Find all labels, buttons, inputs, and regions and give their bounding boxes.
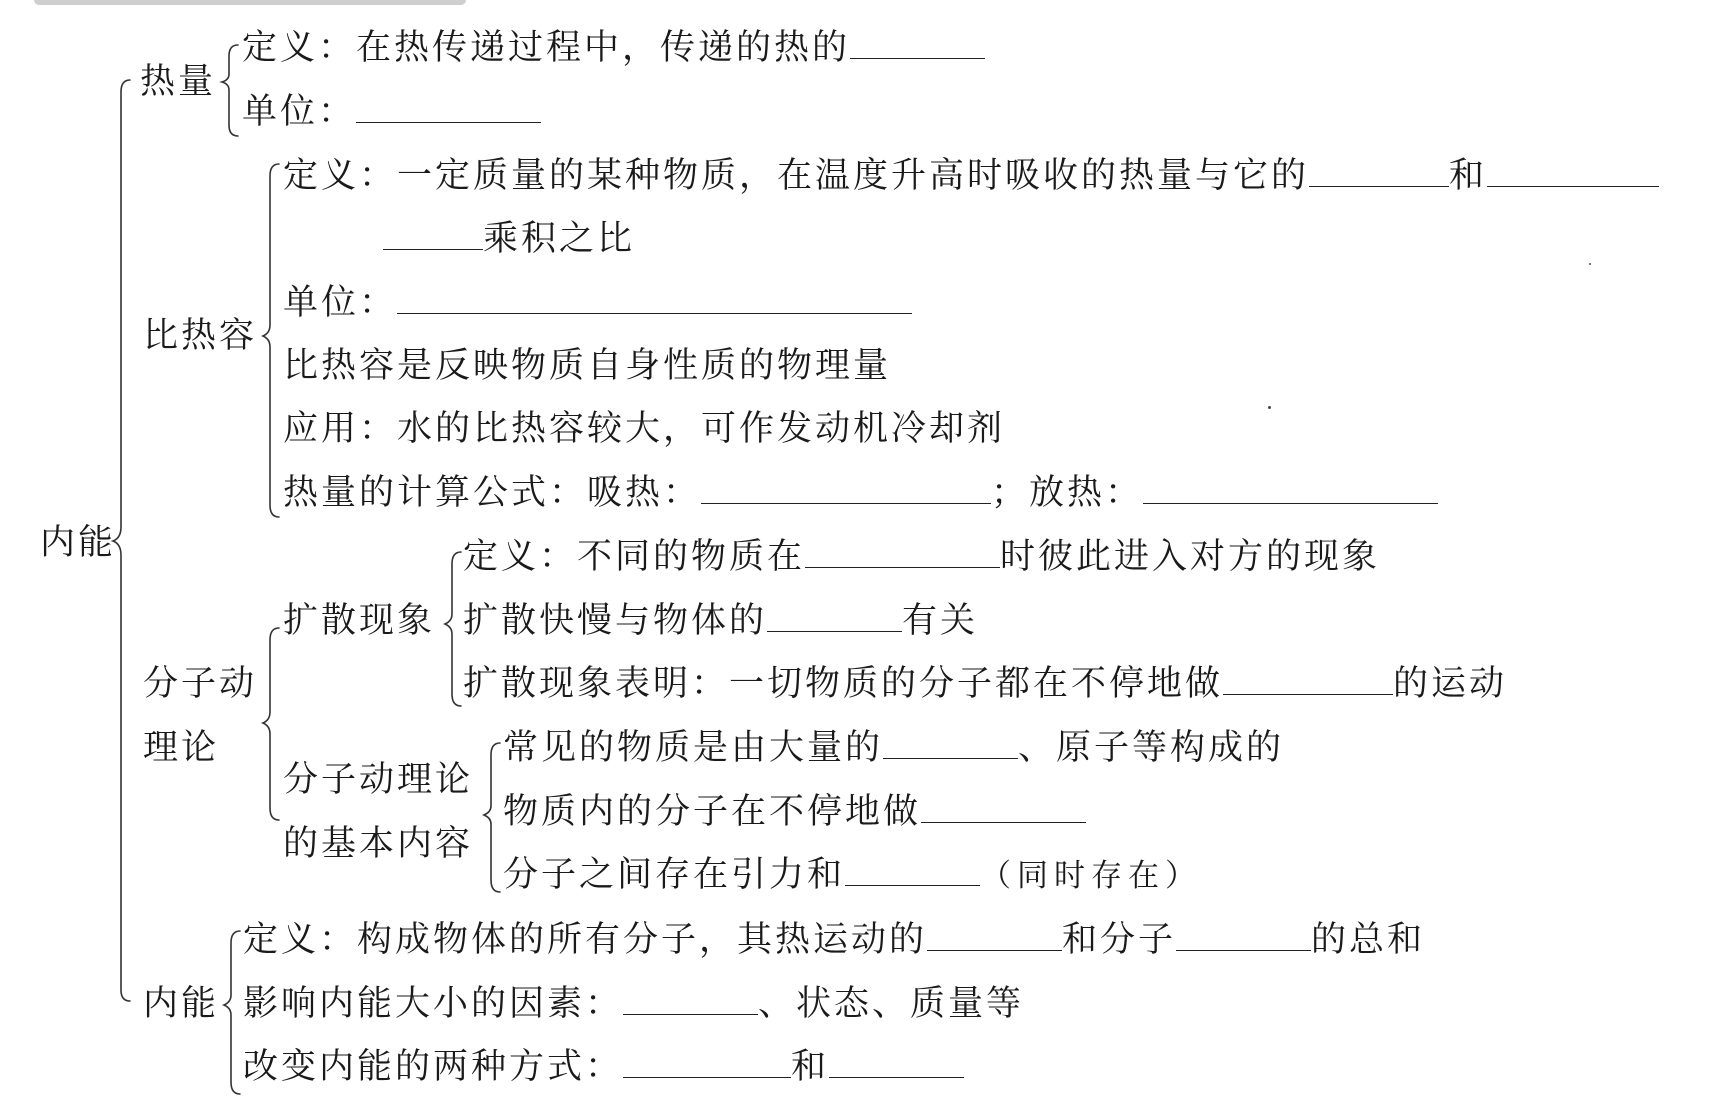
internal-energy-factors: 影响内能大小的因素： 、状态、质量等 xyxy=(243,984,1025,1024)
molecular-theory-label-line2: 理论 xyxy=(143,728,220,768)
specific-heat-property: 比热容是反映物质自身性质的物理量 xyxy=(283,346,892,386)
blank xyxy=(1176,918,1311,951)
heat-unit: 单位： xyxy=(242,88,541,136)
blank xyxy=(921,790,1086,823)
blank xyxy=(356,90,541,123)
internal-energy-definition: 定义：构成物体的所有分子，其热运动的 和分子 的总和 xyxy=(243,920,1426,960)
specific-heat-brace xyxy=(263,164,279,517)
molecular-theory-label-line1: 分子动 xyxy=(143,664,258,704)
blank xyxy=(1487,154,1659,187)
blank xyxy=(397,281,912,314)
basics-label-line2: 的基本内容 xyxy=(283,824,474,864)
heat-brace xyxy=(222,45,238,136)
blank xyxy=(829,1045,964,1078)
basics-brace xyxy=(484,743,500,892)
diffusion-speed: 扩散快慢与物体的 有关 xyxy=(463,601,979,641)
speck xyxy=(1268,406,1271,409)
blank xyxy=(1143,471,1438,504)
specific-heat-definition-cont: 乘积之比 xyxy=(383,215,635,263)
blank xyxy=(805,535,1000,568)
blank xyxy=(623,1045,791,1078)
diffusion-brace xyxy=(445,552,461,706)
diffusion-label: 扩散现象 xyxy=(283,601,436,641)
blank xyxy=(1309,154,1449,187)
molecular-theory-brace xyxy=(263,628,279,820)
blank xyxy=(845,853,980,886)
specific-heat-application: 应用：水的比热容较大，可作发动机冷却剂 xyxy=(283,409,1006,449)
specific-heat-definition: 定义：一定质量的某种物质，在温度升高时吸收的热量与它的 和 xyxy=(283,152,1659,200)
diffusion-shows: 扩散现象表明：一切物质的分子都在不停地做 的运动 xyxy=(463,664,1508,704)
blank xyxy=(701,471,991,504)
specific-heat-label: 比热容 xyxy=(143,316,258,356)
blank xyxy=(883,726,1018,759)
root-label: 内能 xyxy=(40,523,117,563)
internal-energy-brace xyxy=(224,931,240,1094)
basics-item-1: 常见的物质是由大量的 、原子等构成的 xyxy=(503,728,1285,768)
basics-item-2: 物质内的分子在不停地做 xyxy=(503,788,1086,836)
blank xyxy=(850,26,985,59)
internal-energy-ways: 改变内能的两种方式： 和 xyxy=(243,1043,964,1091)
speck xyxy=(1589,263,1591,265)
blank xyxy=(383,217,483,250)
internal-energy-label: 内能 xyxy=(143,984,220,1024)
specific-heat-formula: 热量的计算公式：吸热： ；放热： xyxy=(283,469,1438,517)
blank xyxy=(623,982,758,1015)
diffusion-definition: 定义：不同的物质在 时彼此进入对方的现象 xyxy=(463,537,1381,577)
blank xyxy=(767,599,902,632)
specific-heat-unit: 单位： xyxy=(283,279,912,327)
basics-item-3: 分子之间存在引力和 （同时存在） xyxy=(503,855,1203,895)
basics-label-line1: 分子动理论 xyxy=(283,760,474,800)
heat-definition: 定义：在热传递过程中，传递的热的 xyxy=(242,24,985,72)
blank xyxy=(927,918,1062,951)
heat-label: 热量 xyxy=(140,62,217,102)
blank xyxy=(1223,662,1393,695)
